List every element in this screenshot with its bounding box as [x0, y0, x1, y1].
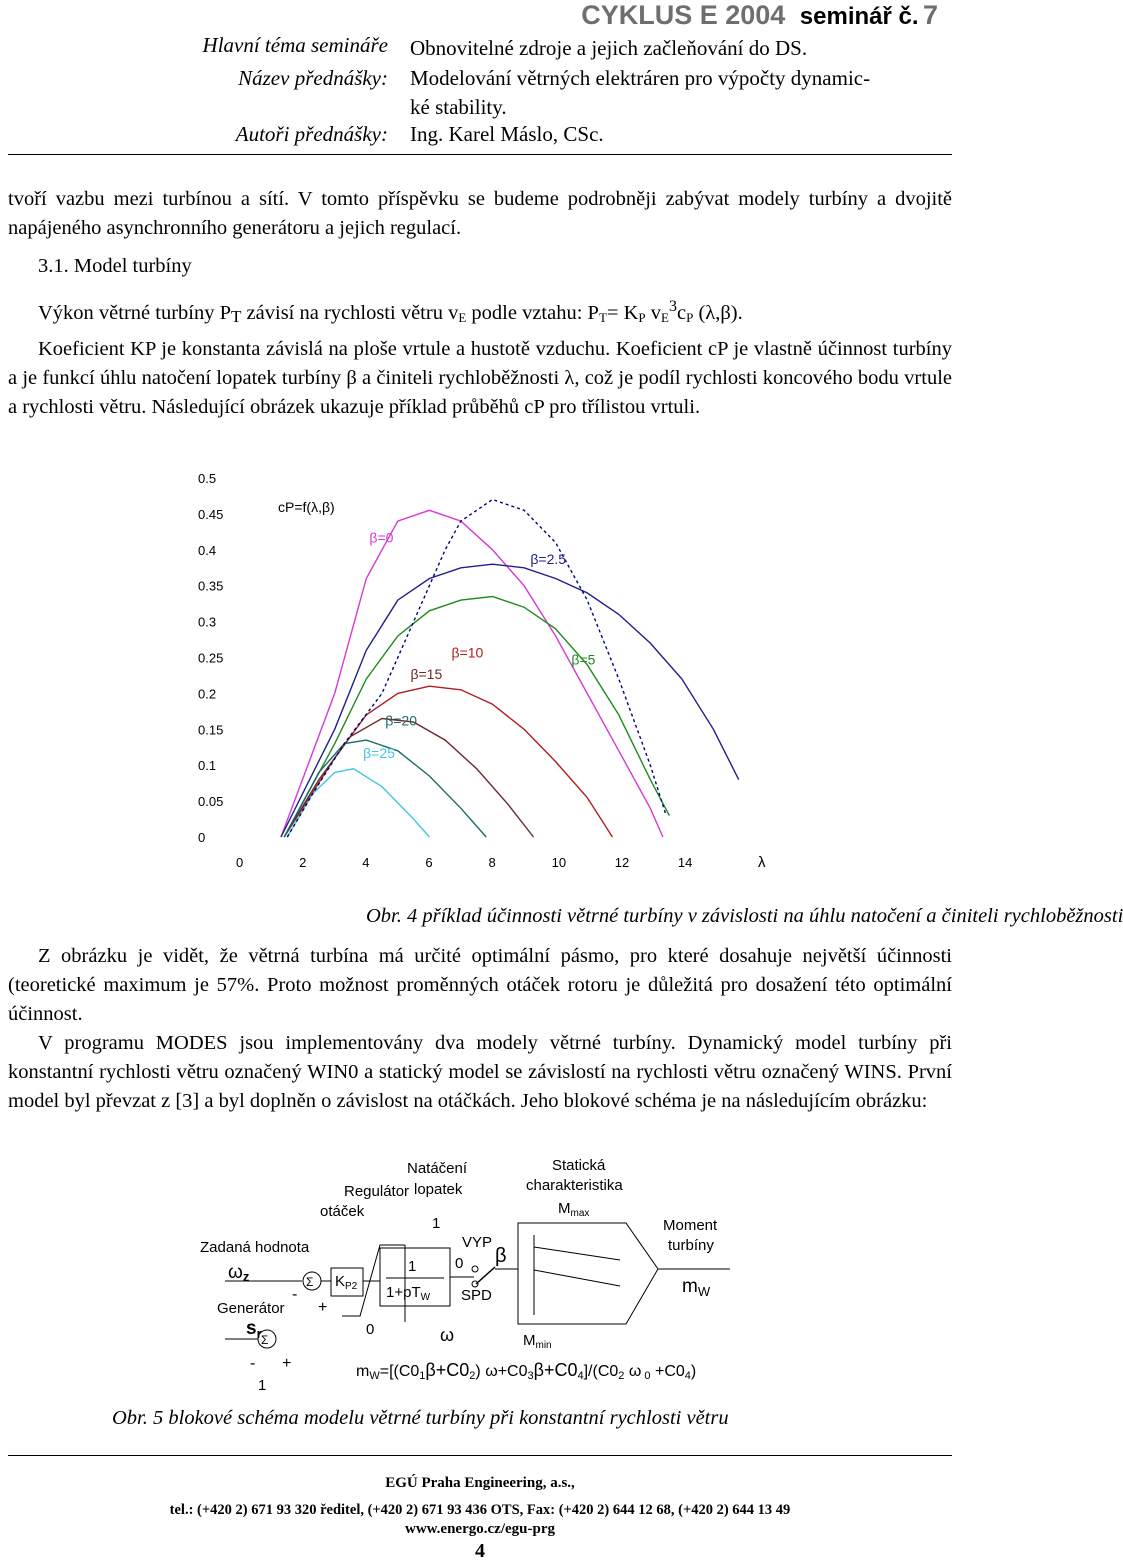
series-label: β=5: [571, 651, 596, 668]
series-line: [287, 500, 666, 838]
mw-label: $m_W$: [682, 1276, 711, 1299]
x-tick-label: 6: [425, 855, 433, 870]
paragraph-optimum: Z obrázku je vidět, že větrná turbína má určité optimální pásmo, pro které dosahuje největší účinnosti (teoretické maximum je 57%. Proto možnost proměnných otáček rotoru je důležitá pro dosažení této optimální účinnost.: [8, 945, 952, 1025]
y-tick-label: 0.5: [198, 471, 217, 486]
x-tick-label: 14: [677, 855, 693, 870]
limit-zero: 0: [366, 1321, 375, 1338]
sr-label: $s_r$: [246, 1318, 262, 1341]
series-label: β=15: [410, 666, 443, 683]
header-label-topic: Hlavní téma semináře: [202, 33, 388, 57]
footer-web: www.energo.cz/egu-prg: [405, 1521, 555, 1537]
setpoint-label: Zadaná hodnota: [200, 1239, 310, 1256]
moment-label-2: turbíny: [668, 1237, 714, 1254]
kp2-label: $K_{P2}$: [335, 1273, 358, 1292]
omega-label: ω: [440, 1325, 455, 1345]
formula-line: Výkon větrné turbíny $P_T$ závisí na rychlosti větru $v_E$ podle vztahu: $P_T= K_P$ $v_E^3c_P$ (λ,β).: [38, 298, 743, 326]
y-tick-label: 0.2: [198, 686, 217, 702]
tf-denominator: $1+pT_W$: [386, 1284, 431, 1303]
y-tick-label: 0.45: [198, 506, 224, 522]
pitch-label: Natáčení: [407, 1160, 468, 1177]
static-char-label: Statická: [552, 1157, 606, 1174]
x-axis-label: λ: [758, 854, 766, 871]
formula-text-c: podle vztahu: P: [466, 302, 599, 324]
y-tick-label: 0.4: [198, 542, 217, 558]
sigma-bottom: Σ: [261, 1333, 269, 1347]
vyp-label: VYP: [462, 1234, 493, 1251]
header-value-lecture: Modelování větrných elektráren pro výpočty dynamic-: [410, 66, 871, 90]
static-char-curve-1: [534, 1247, 620, 1260]
mmax-label: $M_{max}$: [558, 1200, 590, 1219]
seminar-label: seminář č.: [799, 3, 919, 30]
formula-text-eq: = K: [606, 302, 639, 324]
spd-label: SPD: [461, 1287, 492, 1304]
series-label: β=20: [385, 712, 417, 729]
minus-sign-bottom: -: [250, 1355, 256, 1372]
header-value-topic: Obnovitelné zdroje a jejich začleňování do DS.: [410, 36, 808, 60]
static-char-curve-2: [534, 1270, 620, 1286]
plus-sign-top: +: [318, 1299, 328, 1316]
footer-contact: tel.: (+420 2) 671 93 320 ředitel, (+420 2) 671 93 436 OTS, Fax: (+420 2) 644 12 68, (+420 2) 644 13 49: [169, 1502, 791, 1518]
header-value-authors: Ing. Karel Máslo, CSc.: [410, 122, 604, 146]
zero-label: 0: [455, 1255, 464, 1272]
mmin-label: $M_{min}$: [523, 1332, 552, 1351]
x-tick-label: 4: [362, 855, 370, 870]
omega-z-label: ωz: [228, 1262, 250, 1284]
footer-company: EGÚ Praha Engineering, a.s.,: [385, 1475, 575, 1491]
formula-text-a: Výkon větrné turbíny P: [38, 302, 232, 324]
sigma-top: Σ: [306, 1275, 314, 1289]
series-line: [281, 564, 739, 837]
x-tick-label: 10: [551, 855, 567, 870]
cyklus-title: CYKLUS E 2004: [581, 0, 786, 30]
static-char-block: [518, 1223, 658, 1324]
page-number: 4: [475, 1540, 485, 1562]
series-label: β=25: [363, 745, 395, 762]
header-value-lecture-cont: ké stability.: [410, 95, 507, 119]
generator-label: Generátor: [217, 1300, 285, 1317]
section-title: 3.1. Model turbíny: [38, 255, 192, 277]
figure-5-caption: Obr. 5 blokové schéma modelu větrné turbíny při konstantní rychlosti větru: [112, 1407, 729, 1429]
series-label: β=2.5: [530, 551, 567, 568]
figure-4-caption: Obr. 4 příklad účinnosti větrné turbíny v závislosti na úhlu natočení a činiteli rychloběžnosti: [366, 905, 1123, 927]
series-line: [284, 686, 612, 837]
series-label: β=0: [369, 529, 394, 546]
one-label: 1: [258, 1377, 267, 1394]
minus-sign-top: -: [292, 1286, 298, 1303]
series-line: [284, 597, 669, 838]
series-label: β=10: [451, 644, 484, 661]
intro-paragraph: tvoří vazbu mezi turbínou a sítí. V tomto příspěvku se budeme podrobněji zabývat modely turbíny a dvojitě napájeného asynchronního generátoru a jejich regulací.: [8, 188, 952, 239]
series-header: [581, 0, 938, 31]
switch-lever: [476, 1267, 495, 1284]
paragraph-cp: Koeficient KP je konstanta závislá na ploše vrtule a hustotě vzduchu. Koeficient cP je vlastně účinnost turbíny a je funkcí úhlu natočení lopatek turbíny β a činiteli rychloběžnosti λ, což je podíl rychlosti koncového bodu vrtule a rychlosti větru. Následující obrázek ukazuje příklad průběhů cP pro třílistou vrtuli.: [8, 338, 952, 418]
y-tick-label: 0.1: [198, 758, 217, 774]
x-tick-label: 2: [299, 855, 307, 870]
paragraph-modes: V programu MODES jsou implementovány dva modely větrné turbíny. Dynamický model turbíny při konstantní rychlosti větru označený WIN0 a statický model se závislostí na rychlosti větru označený WINS. První model byl převzat z [3] a byl doplněn o závislost na otáčkách. Jeho blokové schéma je na následujícím obrázku:: [8, 1032, 952, 1112]
y-tick-label: 0.3: [198, 614, 217, 630]
moment-label: Moment: [663, 1217, 718, 1234]
tf-numerator: 1: [408, 1258, 417, 1275]
pitch-label-2: lopatek: [414, 1181, 463, 1198]
formula-text-end: (λ,β).: [693, 302, 743, 324]
series-line: [287, 769, 429, 837]
x-tick-label: 0: [236, 855, 244, 870]
header-rule: [8, 154, 952, 155]
plus-sign-bottom: +: [282, 1355, 292, 1372]
y-tick-label: 0.05: [198, 794, 224, 810]
torque-formula: mW=[(C01β+C02) ω+C03β+C04]/(C02 ω 0 +C04): [356, 1360, 697, 1382]
y-tick-label: 0.25: [198, 650, 224, 666]
x-tick-label: 8: [488, 855, 496, 870]
block-diagram: [190, 1150, 770, 1395]
header-label-lecture: Název přednášky:: [238, 66, 388, 90]
limit-one: 1: [432, 1215, 441, 1232]
cp-chart: [190, 465, 790, 875]
y-tick-label: 0.35: [198, 578, 224, 594]
seminar-number: 7: [922, 0, 938, 30]
switch-contact-top: [472, 1266, 478, 1272]
x-tick-label: 12: [614, 855, 630, 870]
formula-text-b: závisí na rychlosti větru v: [241, 302, 459, 324]
static-char-label-2: charakteristika: [526, 1177, 623, 1194]
series-line: [281, 510, 663, 837]
y-tick-label: 0: [198, 830, 206, 845]
regulator-label: Regulátor: [344, 1183, 410, 1200]
y-tick-label: 0.15: [198, 722, 224, 738]
header-label-authors: Autoři přednášky:: [235, 122, 388, 146]
regulator-label-2: otáček: [320, 1203, 365, 1220]
chart-title: cP=f(λ,β): [278, 499, 335, 515]
beta-label: β: [495, 1245, 507, 1267]
footer-rule: [8, 1455, 952, 1456]
